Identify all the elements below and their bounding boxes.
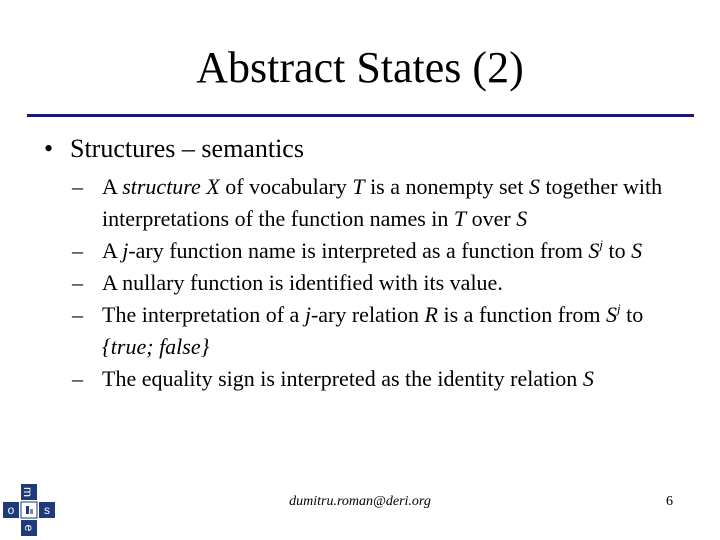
sub-bullet-text (102, 366, 594, 391)
bullet-marker: • (44, 134, 54, 163)
bullet-text: Structures – semantics (70, 134, 304, 163)
text-run: is a function from (438, 302, 607, 327)
sub-bullet (72, 267, 692, 299)
text-run: The equality sign is interpreted as the identity relation (102, 366, 583, 391)
text-run: {true; false} (102, 334, 210, 359)
text-run: -ary relation (310, 302, 425, 327)
text-run: T (453, 206, 467, 231)
text-run: to (602, 238, 632, 263)
text-run: T (352, 174, 365, 199)
sub-bullet-marker: – (72, 270, 83, 295)
sub-bullet-text (102, 174, 662, 231)
text-run: j (122, 238, 129, 263)
text-run: S (631, 238, 643, 263)
footer-email: dumitru.roman@deri.org (289, 494, 431, 509)
text-run: over (466, 206, 517, 231)
slide-title: Abstract States (2) (196, 43, 524, 92)
text-run: A (102, 238, 123, 263)
sub-bullet-text (102, 238, 642, 263)
text-run: S (516, 206, 528, 231)
logo-letter-m: m (21, 487, 35, 497)
text-run: -ary function name is interpreted as a function from (128, 238, 589, 263)
text-run: j (304, 302, 311, 327)
sub-bullet-marker: – (72, 302, 83, 327)
text-run: The interpretation of a (102, 302, 305, 327)
sub-bullet-text (102, 270, 503, 295)
sub-bullet-marker: – (72, 366, 83, 391)
text-run: of vocabulary (219, 174, 353, 199)
page-number: 6 (666, 494, 673, 509)
text-run: A nullary function is identified with its value. (102, 270, 503, 295)
text-run: S (588, 238, 600, 263)
text-run: together with interpretations of the function names in (102, 174, 663, 231)
logo-letter-e: e (22, 524, 36, 532)
superscript: j (617, 301, 621, 316)
logo-letter-s: s (44, 503, 50, 517)
bullet-structures (44, 133, 304, 165)
text-run: R (424, 302, 438, 327)
title-divider (27, 114, 694, 117)
text-run: structure X (122, 174, 220, 199)
sub-bullet (72, 171, 692, 235)
text-run: S (528, 174, 540, 199)
sub-bullet-marker: – (72, 238, 83, 263)
sub-bullet (72, 235, 692, 267)
wsmo-logo (2, 482, 56, 538)
text-run: S (606, 302, 618, 327)
sub-bullet (72, 363, 692, 395)
text-run: S (582, 366, 594, 391)
sub-bullet-list (72, 171, 692, 395)
text-run: to (620, 302, 644, 327)
sub-bullet (72, 299, 692, 363)
sub-bullet-marker: – (72, 174, 83, 199)
logo-letter-o: o (7, 503, 15, 517)
text-run: is a nonempty set (364, 174, 529, 199)
text-run: A (102, 174, 123, 199)
sub-bullet-text (102, 302, 643, 359)
superscript: j (599, 237, 603, 252)
